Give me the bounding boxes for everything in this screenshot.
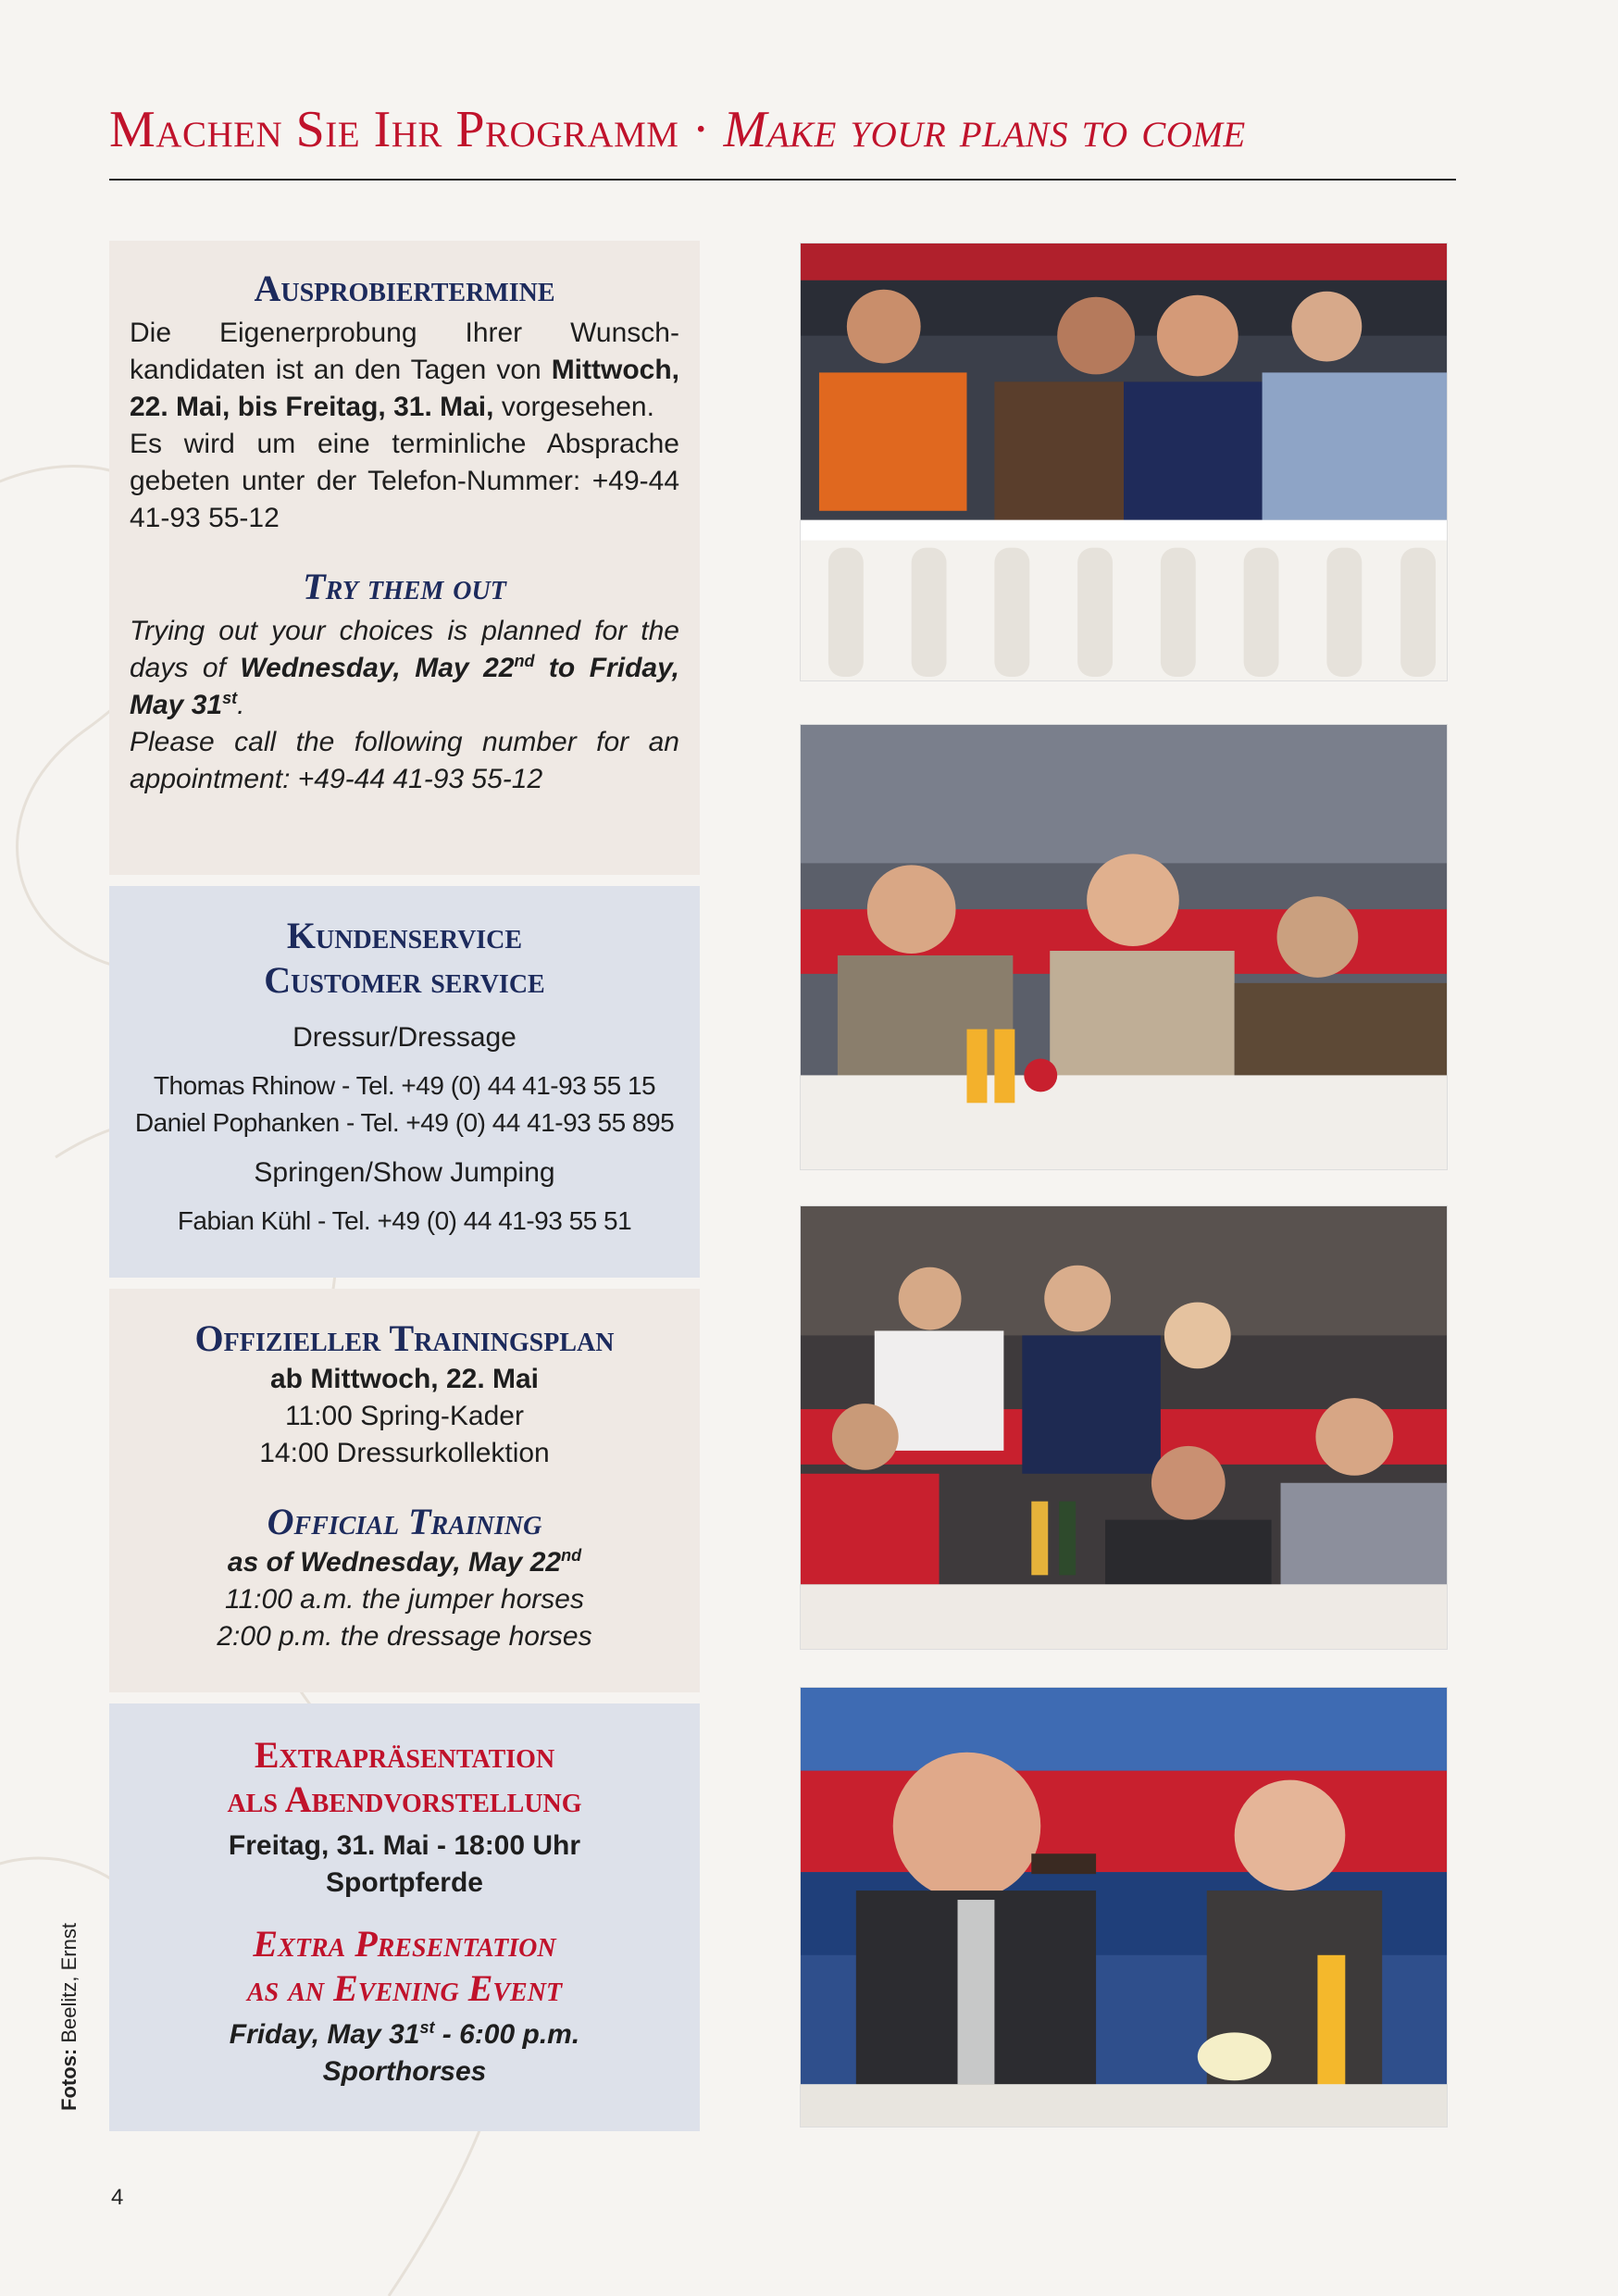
evening-event-type-en: Sporthorses	[322, 2056, 487, 2087]
training-item-2-de: 14:00 Dressurkollektion	[259, 1438, 550, 1468]
page-title	[109, 100, 1456, 159]
photo-announcer-microphone	[800, 1687, 1448, 2128]
training-heading-de: Offizieller Trainingsplan	[194, 1317, 615, 1359]
photo-credit-label: Fotos:	[57, 2048, 81, 2111]
contact-thomas-rhinow: Thomas Rhinow - Tel. +49 (0) 44 41-93 55 15	[153, 1071, 656, 1100]
contact-daniel-pophanken: Daniel Pophanken - Tel. +49 (0) 44 41-93 55 895	[134, 1108, 675, 1137]
training-date-en: as of Wednesday, May 22nd	[227, 1546, 582, 1578]
photo-women-laughing	[800, 724, 1448, 1170]
trial-dates-heading-en: Try them out	[303, 566, 506, 607]
show-jumping-section-label: Springen/Show Jumping	[254, 1157, 555, 1188]
dressage-section-label: Dressur/Dressage	[292, 1022, 517, 1053]
photo-women-laughing-image	[801, 725, 1447, 1169]
training-item-1-en: 11:00 a.m. the jumper horses	[225, 1584, 584, 1615]
photo-announcer-microphone-image	[801, 1688, 1447, 2127]
photo-audience-table-image	[801, 1206, 1447, 1649]
photo-credit	[57, 1923, 81, 2111]
training-item-2-en: 2:00 p.m. the dressage horses	[217, 1621, 592, 1652]
evening-event-date-de: Freitag, 31. Mai - 18:00 Uhr	[228, 1830, 581, 1861]
photo-credit-names: Beelitz, Ernst	[57, 1923, 81, 2043]
training-date-de: ab Mittwoch, 22. Mai	[269, 1364, 540, 1394]
customer-service-box	[109, 886, 700, 1278]
contact-fabian-kuehl: Fabian Kühl - Tel. +49 (0) 44 41-93 55 51	[177, 1206, 632, 1235]
customer-service-heading-line1: Kundenservice	[286, 915, 523, 956]
trial-dates-range-de: Mittwoch, 22. Mai, bis Freitag, 31. Mai,	[130, 355, 679, 422]
title-rule	[109, 179, 1456, 181]
evening-event-heading-en-line2: as an Evening Event	[246, 1967, 563, 2009]
trial-dates-text-en: Trying out your choices is planned for the days of Wednesday, May 22nd to Friday, May 31st.	[130, 616, 679, 720]
evening-event-heading-de-line1: Extrapräsentation	[254, 1734, 555, 1776]
photo-spectators-thumbs-up-image	[801, 243, 1447, 680]
trial-dates-box	[109, 241, 700, 875]
trial-dates-contact-en: Please call the following number for an appointment: +49-44 41-93 55-12	[130, 727, 679, 794]
trial-dates-heading-de: Ausprobiertermine	[254, 268, 555, 309]
training-schedule-box	[109, 1289, 700, 1692]
trial-dates-text-de: Die Eigenerprobung Ihrer Wunschkandidaten ist an den Tagen von Mittwoch, 22. Mai, bis Freitag, 31. Mai, vorgesehen.	[130, 318, 679, 422]
photo-spectators-thumbs-up	[800, 243, 1448, 681]
evening-event-heading-en-line1: Extra Presentation	[253, 1923, 556, 1965]
training-heading-en: Official Training	[267, 1501, 542, 1542]
photo-audience-table	[800, 1205, 1448, 1650]
page-title-english: Make your plans to come	[723, 101, 1246, 158]
training-item-1-de: 11:00 Spring-Kader	[285, 1401, 524, 1431]
evening-event-date-en: Friday, May 31st - 6:00 p.m.	[229, 2018, 580, 2050]
evening-event-box	[109, 1703, 700, 2131]
evening-event-type-de: Sportpferde	[325, 1867, 483, 1898]
page-number: 4	[111, 2185, 124, 2210]
customer-service-heading-line2: Customer service	[264, 959, 545, 1001]
evening-event-heading-de-line2: als Abendvorstellung	[227, 1778, 582, 1820]
page-title-german: Machen Sie Ihr Programm	[109, 101, 679, 158]
trial-dates-contact-de: Es wird um eine terminliche Absprache gebeten unter der Telefon-Nummer: +49-44 41-93 55-12	[130, 429, 679, 533]
title-separator: ·	[678, 101, 724, 158]
